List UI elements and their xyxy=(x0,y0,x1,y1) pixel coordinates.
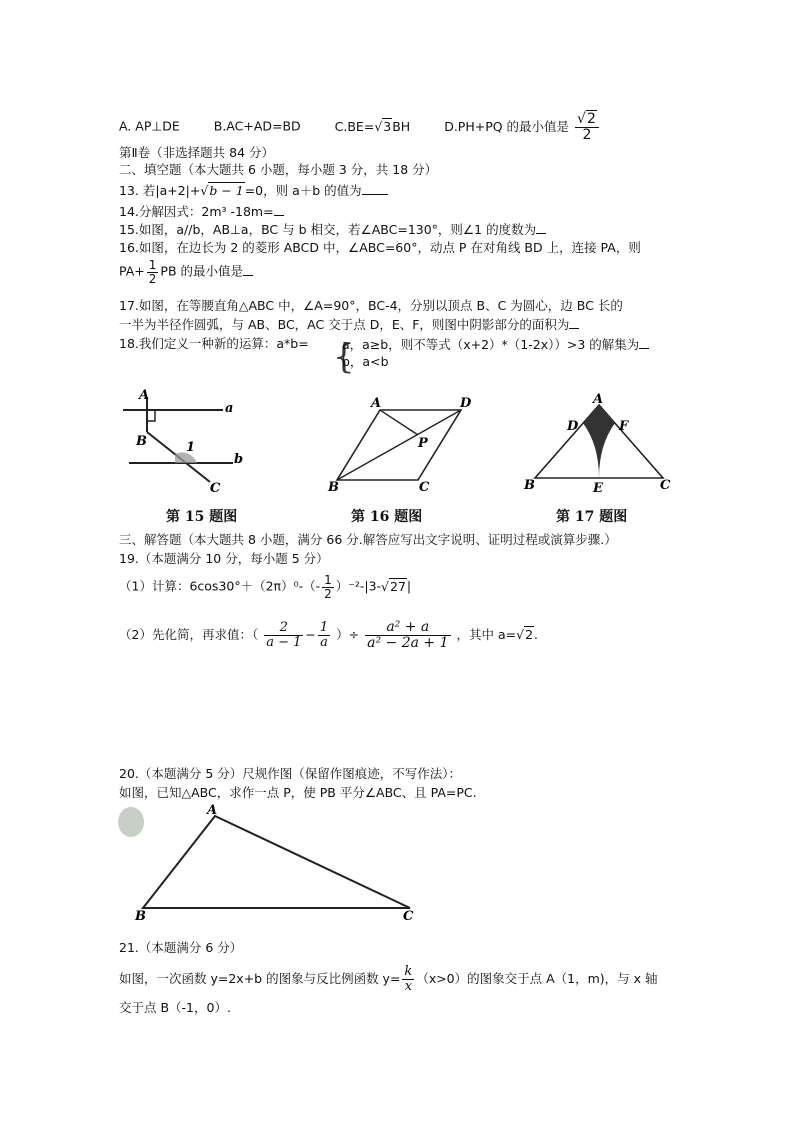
question-19-title: 19.（本题满分 10 分，每小题 5 分） xyxy=(119,551,329,566)
piecewise-brace: { xyxy=(333,337,355,377)
answer-blank xyxy=(536,221,546,234)
figures-row xyxy=(115,385,695,505)
label-C: C xyxy=(210,481,221,496)
answer-blank xyxy=(639,336,649,349)
solution-section-heading: 三、解答题（本大题共 8 小题，满分 66 分.解答应写出文字说明、证明过程或演算步骤.） xyxy=(119,532,617,547)
label-A: A xyxy=(371,396,382,411)
choice-b: B.AC+AD=BD xyxy=(213,118,301,134)
label-C: C xyxy=(403,909,414,924)
figure-16-caption: 第 16 题图 xyxy=(351,509,423,525)
label-C: C xyxy=(660,478,671,493)
label-B: B xyxy=(524,478,535,493)
label-P: P xyxy=(418,436,428,451)
question-14: 14.分解因式：2m³ -18m= xyxy=(119,203,284,220)
label-A: A xyxy=(139,388,150,403)
label-D: D xyxy=(460,396,472,411)
right-angle-mark xyxy=(147,410,155,421)
question-17-line1: 17.如图，在等腰直角△ABC 中，∠A=90°，BC-4，分别以顶点 B、C 为圆心，边 BC 长的 xyxy=(119,298,623,313)
triangle-abc xyxy=(143,816,410,908)
label-B: B xyxy=(328,480,339,495)
figure-17-caption: 第 17 题图 xyxy=(556,509,628,525)
label-1: 1 xyxy=(186,440,196,455)
answer-blank xyxy=(243,263,253,276)
question-21-title: 21.（本题满分 6 分） xyxy=(119,940,243,955)
question-16-line2: PA+ $\frac{1}{2}$ PB 的最小值是 xyxy=(119,259,253,285)
label-A: A xyxy=(207,803,218,818)
choice-options xyxy=(119,112,601,142)
question-17-line2: 一半为半径作圆弧，与 AB、BC，AC 交于点 D，E、F，则图中阴影部分的面积为 xyxy=(119,316,579,333)
answer-blank xyxy=(274,203,284,216)
diagonal-bd xyxy=(337,410,461,480)
choice-a: A. AP⊥DE xyxy=(119,118,180,134)
label-B: B xyxy=(136,434,147,449)
label-D: D xyxy=(567,419,579,434)
question-19-part2: （2）先化简，再求值：（ $\frac{2}{a - 1}$ − $\frac{1}{a}$ ）÷ $\frac{\text{a² + a}}{\text{a² − 2a + 1}}$ ，其中 a=√2. xyxy=(119,619,538,651)
question-19-part1: （1）计算：6cos30°＋（2π）⁰-（- $\frac{1}{2}$ ）⁻²-|3-√27| xyxy=(119,573,412,601)
figure-20 xyxy=(115,800,425,925)
answer-blank xyxy=(569,316,579,329)
part2-title: 第Ⅱ卷（非选择题共 84 分） xyxy=(119,145,275,160)
answer-blank xyxy=(362,182,388,195)
question-18-case1: a，a≥b，则不等式（x+2）*（1-2x））>3 的解集为 xyxy=(342,336,649,353)
question-20-title: 20.（本题满分 5 分）尺规作图（保留作图痕迹，不写作法）： xyxy=(119,766,462,781)
choice-d: D.PH+PQ 的最小值是 $\frac{√2}{2}$ xyxy=(444,119,601,134)
question-16-line1: 16.如图，在边长为 2 的菱形 ABCD 中，∠ABC=60°，动点 P 在对角线 BD 上，连接 PA，则 xyxy=(119,240,641,255)
fill-blank-section-heading: 二、填空题（本大题共 6 小题，每小题 3 分，共 18 分） xyxy=(119,162,438,177)
figure-15 xyxy=(123,388,243,496)
figure-17 xyxy=(523,392,671,496)
figure-15-caption: 第 15 题图 xyxy=(166,509,238,525)
question-18-case2: b，a<b xyxy=(342,354,389,369)
label-B: B xyxy=(135,909,146,924)
segment-ap xyxy=(380,410,418,435)
choice-c: C.BE=√3BH xyxy=(334,118,411,134)
label-C: C xyxy=(419,480,430,495)
shaded-region xyxy=(583,405,615,478)
question-18-prefix: 18.我们定义一种新的运算：a*b= xyxy=(119,336,309,351)
label-A: A xyxy=(593,392,604,407)
question-21-line1: 如图，一次函数 y=2x+b 的图象与反比例函数 y= $\frac{k}{x}$ （x>0）的图象交于点 A（1，m)，与 x 轴 xyxy=(119,964,658,994)
label-b: b xyxy=(234,452,244,467)
figure-16 xyxy=(327,396,472,495)
label-F: F xyxy=(619,419,629,434)
question-13: 13. 若|a+2|+√b − 1=0，则 a＋b 的值为 xyxy=(119,182,388,199)
question-21-line2: 交于点 B（-1，0）. xyxy=(119,1000,231,1015)
question-15: 15.如图，a//b，AB⊥a，BC 与 b 相交，若∠ABC=130°，则∠1 的度数为 xyxy=(119,221,546,238)
smudge-mark xyxy=(118,807,144,837)
label-a: a xyxy=(225,401,234,416)
label-E: E xyxy=(593,481,603,496)
question-20-text: 如图，已知△ABC，求作一点 P，使 PB 平分∠ABC、且 PA=PC. xyxy=(119,785,477,800)
